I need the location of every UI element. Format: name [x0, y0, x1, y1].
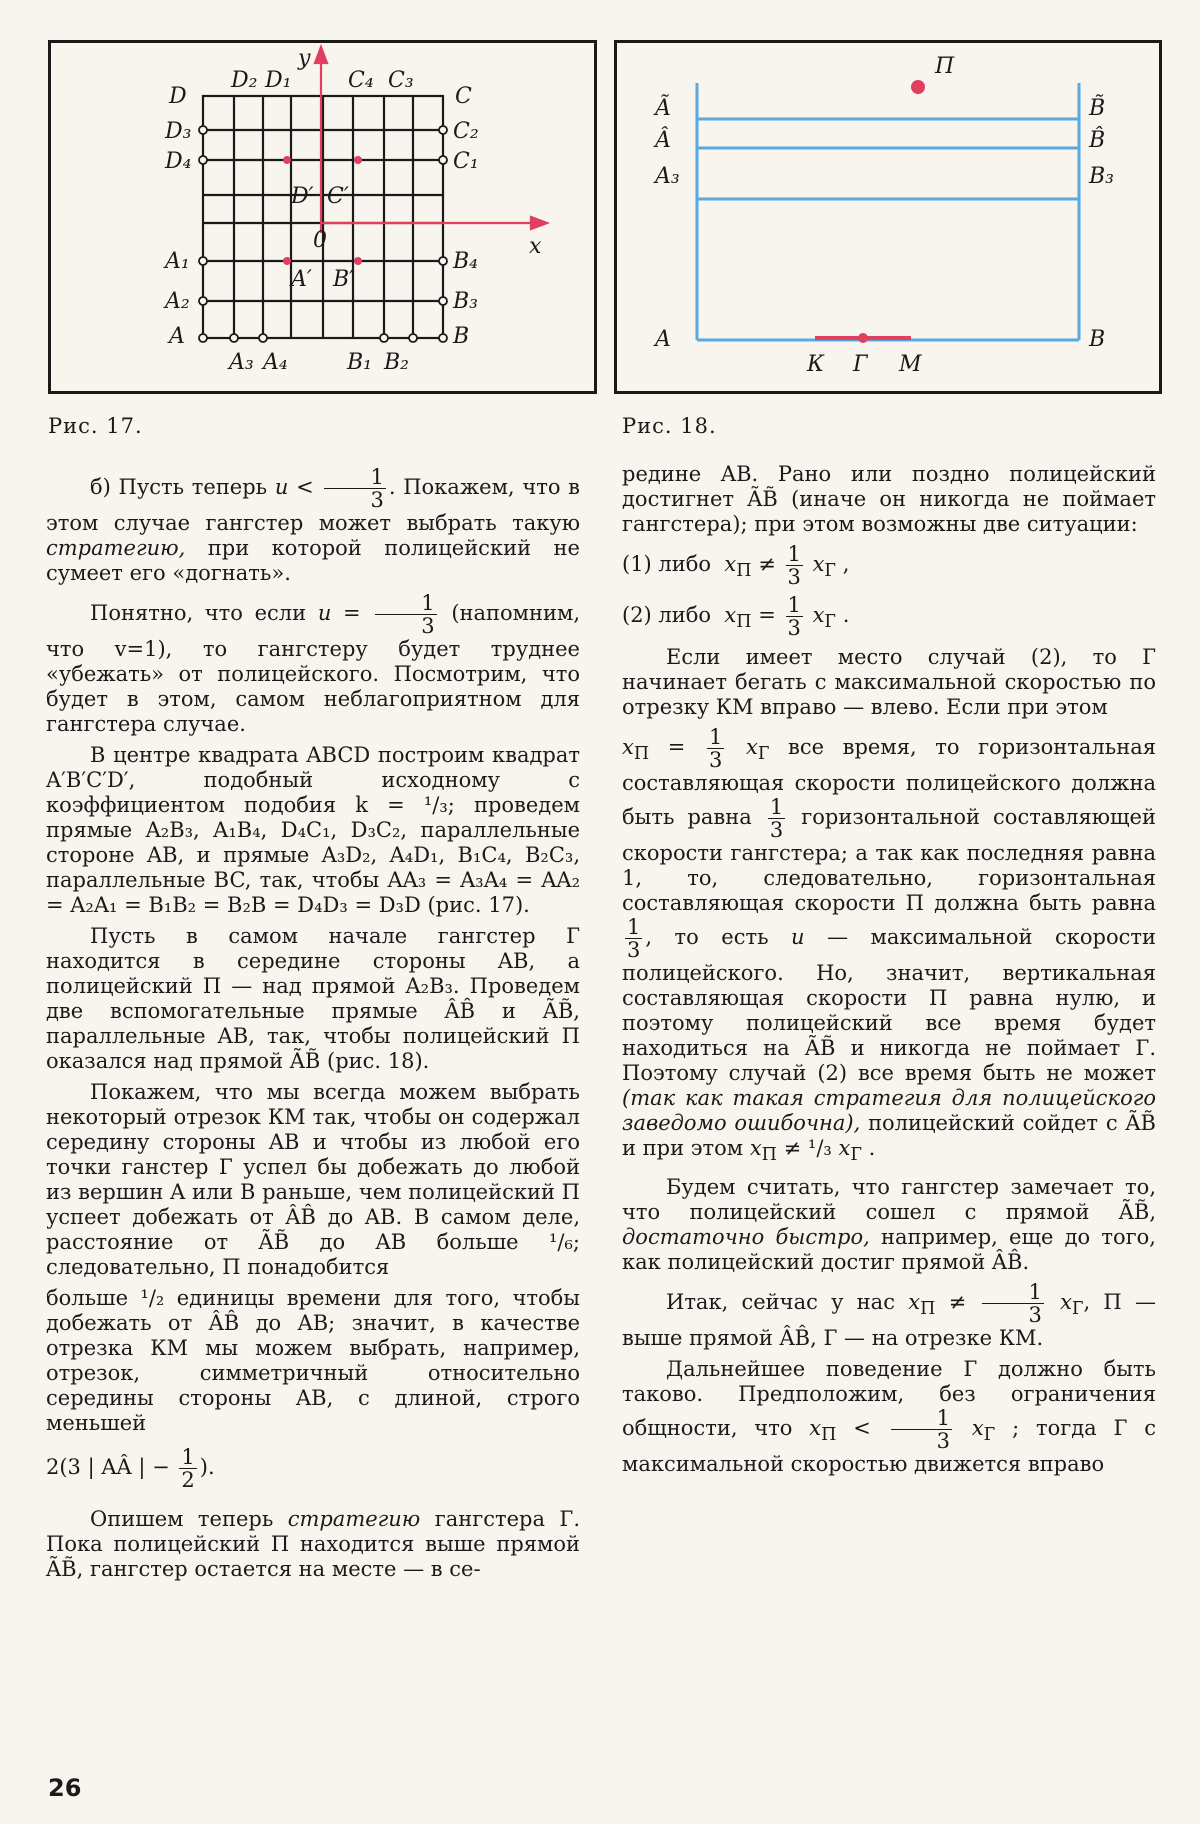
label-a3: A₃ — [655, 164, 680, 189]
figure-18-labels — [653, 54, 1114, 377]
left-paragraph-6: больше ¹/₂ единицы времени для того, чтобы добежать от ÂB̂ до AB; значит, в качестве отрезка КМ мы можем выбрать, например, отрезок, симметричный относительно середины стороны AB, с длиной, строго меньшей — [46, 1286, 580, 1436]
figure-17-drawing — [51, 43, 594, 391]
label-c2: C₂ — [453, 119, 479, 144]
label-d2: D₂ — [231, 68, 258, 93]
right-column — [622, 462, 1156, 1483]
right-paragraph-6: Дальнейшее поведение Г должно быть таково. Предположим, без ограничения общности, что $x_П$ < $\frac{1}{3}$ $x_Г$ ; тогда Г с максимальной скоростью движется вправо — [622, 1356, 1156, 1476]
label-y: y — [298, 46, 311, 71]
label-a-tilde: Ã — [655, 96, 671, 121]
right-paragraph-1: редине AB. Рано или поздно полицейский достигнет ÃB̃ (иначе он никогда не поймает гангстера); при этом возможны две ситуации: — [622, 462, 1156, 536]
fraction: $\frac{1}{3}$ — [787, 542, 801, 590]
page-number: 26 — [48, 1774, 82, 1802]
label-d4: D₄ — [165, 149, 192, 174]
label-d1: D₁ — [265, 68, 292, 93]
label-k: К — [807, 352, 825, 377]
label-b3: B₃ — [1089, 164, 1114, 189]
left-paragraph-1: б) Пусть теперь u < $\frac{1}{3}$ . Покажем, что в этом случае гангстер может выбрать такую стратегию, при которой полицейский не сумеет его «догнать». — [46, 465, 581, 586]
label-d-prime: D′ — [291, 184, 314, 209]
label-m: М — [899, 352, 922, 377]
left-column — [46, 466, 580, 1588]
fraction: $\frac{1}{3}$ — [324, 466, 385, 511]
case-2-equation: (2) либо $x_П$ = $\frac{1}{3}$ $x_Г$ . — [622, 593, 850, 641]
figure-18-lines — [697, 83, 1079, 340]
left-paragraph-7: Опишем теперь стратегию гангстера Г. Пока полицейский П находится выше прямой ÃB̃, гангстер остается на месте — в се- — [46, 1507, 580, 1582]
label-a3: A₃ — [229, 350, 254, 375]
label-g: Г — [853, 352, 868, 377]
right-paragraph-5: Итак, сейчас у нас $x_П$ ≠ $\frac{1}{3}$ $x_Г$, П — выше прямой ÂB̂, Г — на отрезке КМ. — [622, 1279, 1156, 1350]
case-1-equation: (1) либо $x_П$ ≠ $\frac{1}{3}$ $x_Г$ , — [622, 542, 850, 590]
label-b-hat: B̂ — [1089, 128, 1106, 153]
right-paragraph-4: Будем считать, что гангстер замечает то, что полицейский сошел с прямой ÃB̃, достаточно быстро, например, еще до того, как полицейский достиг прямой ÂB̂. — [622, 1174, 1156, 1274]
fraction: $\frac{1}{3}$ — [982, 1281, 1043, 1326]
fraction: $\frac{1}{3}$ — [891, 1407, 952, 1452]
label-b2: B₂ — [384, 350, 409, 375]
left-paragraph-2: Понятно, что если u = $\frac{1}{3}$ (напомним, что v=1), то гангстеру будет труднее «убежать» от полицейского. Посмотрим, что будет в этом, самом неблагоприятном для гангстера случае. — [46, 591, 581, 737]
label-c3: C₃ — [388, 68, 414, 93]
left-formula: 2(3 | AÂ | − $\frac{1}{2}$ ). — [46, 1445, 215, 1493]
fraction: $\frac{1}{3}$ — [787, 593, 801, 641]
label-c: C — [455, 84, 472, 109]
label-a: A — [655, 327, 671, 352]
figure-17 — [48, 40, 597, 394]
fraction: $\frac{1}{3}$ — [769, 795, 784, 843]
figure-17-caption: Рис. 17. — [48, 414, 143, 438]
label-b: B — [453, 324, 470, 349]
label-b3: B₃ — [453, 289, 478, 314]
label-b4: B₄ — [453, 249, 478, 274]
fraction: $\frac{1}{3}$ — [375, 592, 436, 637]
label-a-prime: A′ — [291, 267, 312, 292]
point-a-prime — [283, 257, 291, 265]
label-p: П — [935, 54, 955, 79]
fraction: $\frac{1}{3}$ — [708, 725, 723, 773]
fraction: $\frac{1}{2}$ — [181, 1445, 195, 1493]
figure-18-drawing — [617, 43, 1159, 391]
point-d-prime — [283, 156, 291, 164]
right-paragraph-3: $x_П$ = $\frac{1}{3}$ $x_Г$ все время, то горизонтальная составляющая скорости полицейского должна быть равна $\frac{1}{3}$ горизонтальной составляющей скорости гангстера; а так как последняя равна 1, то, следовательно, горизонтальная составляющая скорости П должна быть равна $\frac{1}{3}$ , то есть u — максимальной скорости полицейского. Но, значит, вертикальная составляющая скорости П равна нулю, и поэтому полицейский все время будет находиться на ÃB̃ и никогда не поймает Г. Поэтому случай (2) все время быть не может (так как такая стратегия для полицейского заведомо ошибочна), полицейский сойдет с ÃB̃ и при этом $x_П \ne ^1/_3$ $x_Г$ . — [622, 725, 1156, 1166]
police-point — [911, 80, 925, 94]
label-b1: B₁ — [347, 350, 372, 375]
label-a2: A₂ — [165, 289, 190, 314]
label-a4: A₄ — [263, 350, 288, 375]
label-a-hat: Â — [655, 128, 671, 153]
label-a: A — [169, 324, 185, 349]
gangster-point — [858, 333, 868, 343]
figure-18 — [614, 40, 1162, 394]
label-d3: D₃ — [165, 119, 192, 144]
figure-18-caption: Рис. 18. — [622, 414, 717, 438]
label-b: B — [1089, 327, 1106, 352]
point-c-prime — [354, 156, 362, 164]
label-x: x — [529, 234, 542, 259]
right-paragraph-2: Если имеет место случай (2), то Г начинает бегать с максимальной скоростью по отрезку КМ вправо — влево. Если при этом — [622, 645, 1156, 720]
label-b-tilde: B̃ — [1089, 96, 1106, 121]
left-paragraph-5: Покажем, что мы всегда можем выбрать некоторый отрезок КМ так, чтобы он содержал середину стороны AB и чтобы из любой его точки ганстер Г успел бы добежать до любой из вершин A или B раньше, чем полицейский П успеет добежать от ÂB̂ до AB. В самом деле, расстояние от ÃB̃ до AB больше ¹/₆; следовательно, П понадобится — [46, 1080, 580, 1280]
label-b-prime: B′ — [333, 267, 355, 292]
label-origin: 0 — [313, 228, 327, 253]
grid-lines — [203, 96, 443, 338]
left-paragraph-4: Пусть в самом начале гангстер Г находится в середине стороны AB, а полицейский П — над прямой A₂B₃. Проведем две вспомогательные прямые ÂB̂ и ÃB̃, параллельные AB, так, чтобы полицейский П оказался над прямой ÃB̃ (рис. 18). — [46, 924, 580, 1074]
label-a1: A₁ — [165, 249, 190, 274]
y-axis-arrow — [315, 47, 327, 63]
left-paragraph-3: В центре квадрата ABCD построим квадрат A′B′C′D′, подобный исходному с коэффициентом подобия k = ¹/₃; проведем прямые A₂B₃, A₁B₄, D₄C₁, D₃C₂, параллельные стороне AB, и прямые A₃D₂, A₄D₁, B₁C₄, B₂C₃, параллельные BC, так, чтобы AA₃ = A₃A₄ = AA₂ = A₂A₁ = B₁B₂ = B₂B = D₄D₃ = D₃D (рис. 17). — [46, 743, 580, 918]
point-b-prime — [354, 257, 362, 265]
label-d: D — [169, 84, 187, 109]
label-c-prime: C′ — [327, 184, 349, 209]
x-axis-arrow — [531, 217, 547, 229]
label-c4: C₄ — [348, 68, 374, 93]
fraction: $\frac{1}{3}$ — [627, 915, 641, 963]
label-c1: C₁ — [453, 149, 479, 174]
